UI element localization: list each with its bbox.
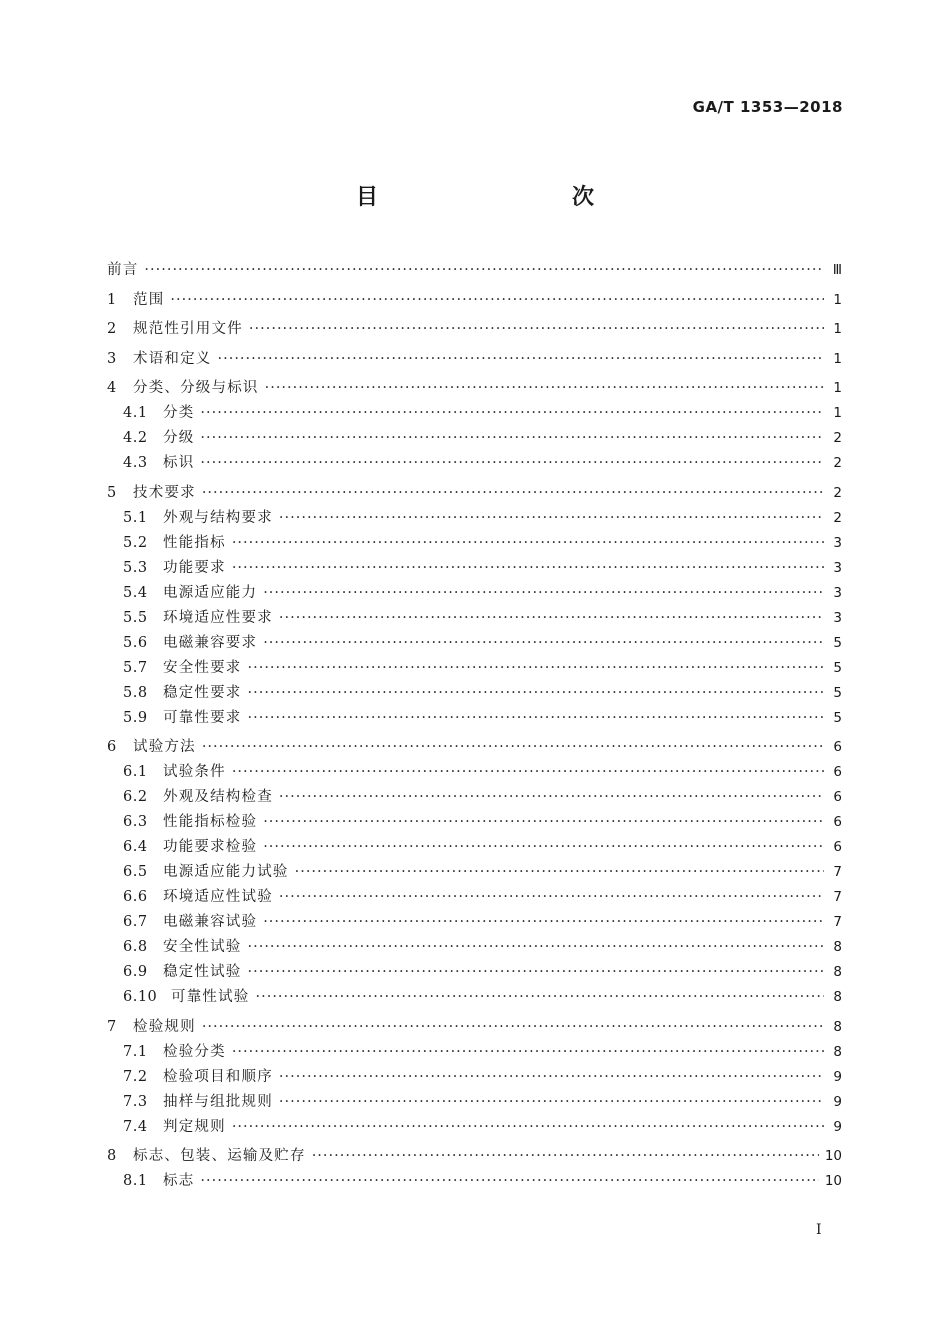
toc-entry-number: 5.6 [123,634,148,651]
toc-entry-number: 6.5 [123,864,148,880]
toc-entry-page: 2 [833,455,842,471]
toc-leader-dots [265,380,824,396]
toc-entry-title: 检验项目和顺序 [163,1068,273,1085]
toc-entry-number: 6.1 [123,764,148,780]
toc-leader-dots [263,839,824,855]
toc-entry-title: 技术要求 [133,484,196,501]
toc-leader-dots [232,1119,824,1135]
toc-entry-page: 3 [833,534,842,551]
toc-entry[interactable] [107,1115,842,1140]
toc-leader-dots [232,1044,824,1060]
toc-entry-page: 9 [833,1118,842,1135]
toc-entry-title: 标志、包装、运输及贮存 [133,1148,306,1164]
toc-entry-number: 5.1 [123,509,148,526]
toc-entry-title: 分类、分级与标识 [133,380,259,396]
toc-entry-number: 7.4 [123,1118,148,1135]
toc-entry-number: 4 [107,380,117,396]
toc-leader-dots [232,560,824,576]
toc-entry-page: 3 [833,584,842,601]
toc-entry-title: 分类 [163,405,195,421]
toc-leader-dots [200,405,824,421]
toc-entry-title: 标志 [163,1173,195,1189]
toc-leader-dots [279,1094,824,1110]
toc-entry-page: 5 [833,659,842,676]
toc-leader-dots [263,814,824,830]
toc-entry-title: 分级 [163,430,195,446]
toc-leader-dots [248,710,825,726]
toc-entry-number: 4.3 [123,455,148,471]
toc-entry[interactable] [107,985,842,1010]
toc-leader-dots [295,864,824,880]
toc-entry-title: 电磁兼容要求 [163,634,258,651]
toc-entry[interactable] [107,735,842,760]
toc-entry-page: 1 [833,321,842,337]
toc-entry-page: 6 [833,764,842,780]
toc-leader-dots [218,351,825,367]
toc-leader-dots [202,739,824,755]
toc-entry-title: 可靠性要求 [163,709,242,726]
table-of-contents [107,258,842,1194]
toc-entry-number: 3 [107,350,117,367]
toc-entry-number: 5.4 [123,584,148,601]
toc-entry-title: 检验分类 [163,1043,226,1060]
toc-entry-page: 6 [833,789,842,805]
toc-entry[interactable] [107,835,842,860]
toc-leader-dots [248,685,825,701]
toc-leader-dots [263,914,824,930]
toc-entry-page: 8 [833,989,842,1005]
toc-leader-dots [200,1173,818,1189]
toc-leader-dots [200,455,824,471]
toc-entry[interactable] [107,288,842,313]
toc-entry-page: 7 [833,914,842,930]
toc-entry[interactable] [107,1015,842,1040]
toc-entry[interactable] [107,401,842,426]
standard-number: GA/T 1353—2018 [692,98,843,116]
toc-entry-title: 外观与结构要求 [163,509,273,526]
toc-leader-dots [248,964,825,980]
toc-entry[interactable] [107,910,842,935]
toc-entry[interactable] [107,935,842,960]
toc-entry-number: 5.5 [123,609,148,626]
toc-entry[interactable] [107,376,842,401]
toc-entry-number: 5 [107,484,117,501]
toc-entry-number: 4.1 [123,405,148,421]
toc-leader-dots [202,1019,824,1035]
toc-entry-number: 6.3 [123,814,148,830]
toc-entry-page: 10 [824,1148,842,1164]
toc-entry-page: 1 [833,405,842,421]
toc-entry-title: 功能要求 [163,559,226,576]
toc-entry-number: 5.9 [123,709,148,726]
toc-entry-title: 判定规则 [163,1118,226,1135]
toc-leader-dots [279,510,824,526]
toc-entry-title: 电源适应能力 [163,584,258,601]
toc-entry-page: 9 [833,1068,842,1085]
toc-entry-number: 7.1 [123,1043,148,1060]
toc-entry-page: 8 [833,1043,842,1060]
toc-entry-title: 范围 [133,291,165,308]
toc-entry[interactable] [107,556,842,581]
toc-entry-title: 电源适应能力试验 [163,864,289,880]
toc-entry-page: 2 [833,509,842,526]
toc-entry[interactable] [107,785,842,810]
toc-entry-page: 8 [833,939,842,955]
toc-leader-dots [256,989,825,1005]
toc-entry[interactable] [107,258,842,283]
toc-entry-number: 6.8 [123,939,148,955]
toc-entry-title: 性能指标 [163,534,226,551]
toc-entry-page: 3 [833,559,842,576]
toc-entry-title: 检验规则 [133,1018,196,1035]
toc-leader-dots [279,789,824,805]
toc-entry-title: 稳定性试验 [163,964,242,980]
toc-entry-title: 试验条件 [163,764,226,780]
toc-leader-dots [232,535,824,551]
toc-entry-number: 5.2 [123,534,148,551]
toc-leader-dots [312,1148,819,1164]
toc-entry-title: 稳定性要求 [163,684,242,701]
toc-leader-dots [249,321,824,337]
toc-entry-title: 前言 [107,262,139,278]
toc-entry-number: 6.4 [123,839,148,855]
toc-leader-dots [279,1069,824,1085]
toc-entry-page: 5 [833,709,842,726]
toc-entry-title: 功能要求检验 [163,839,258,855]
toc-entry[interactable] [107,1169,842,1194]
toc-leader-dots [263,585,824,601]
toc-entry-page: 3 [833,609,842,626]
toc-entry[interactable] [107,810,842,835]
toc-entry[interactable] [107,506,842,531]
toc-entry-page: 2 [833,484,842,501]
toc-entry-title: 性能指标检验 [163,814,258,830]
toc-entry-number: 2 [107,321,117,337]
toc-leader-dots [202,485,824,501]
toc-entry-page: 5 [833,684,842,701]
toc-entry-page: 6 [833,814,842,830]
toc-entry-number: 6.6 [123,889,148,905]
toc-entry[interactable] [107,581,842,606]
toc-entry-number: 1 [107,291,117,308]
toc-entry-number: 6.9 [123,964,148,980]
toc-entry[interactable] [107,1090,842,1115]
toc-entry-page: 6 [833,739,842,755]
toc-entry-number: 6.10 [123,989,158,1005]
toc-entry[interactable] [107,451,842,476]
toc-title: 目 次 [355,185,644,210]
toc-entry-page: 1 [833,291,842,308]
toc-entry[interactable] [107,706,842,731]
toc-entry[interactable] [107,317,842,342]
toc-entry-page: 7 [833,864,842,880]
toc-entry-title: 安全性要求 [163,659,242,676]
toc-entry-page: 10 [824,1173,842,1189]
toc-entry[interactable] [107,960,842,985]
toc-entry[interactable] [107,860,842,885]
toc-entry-number: 6.2 [123,789,148,805]
toc-leader-dots [144,262,824,278]
toc-entry-title: 抽样与组批规则 [163,1093,273,1110]
toc-entry[interactable] [107,426,842,451]
toc-entry[interactable] [107,656,842,681]
toc-entry-page: 2 [833,430,842,446]
toc-entry-number: 7 [107,1018,117,1035]
toc-entry-page: Ⅲ [832,262,842,278]
toc-entry-page: 7 [833,889,842,905]
toc-entry-page: 9 [833,1093,842,1110]
toc-entry-title: 外观及结构检查 [163,789,273,805]
toc-entry[interactable] [107,760,842,785]
toc-entry[interactable] [107,531,842,556]
toc-leader-dots [200,430,824,446]
toc-entry[interactable] [107,347,842,372]
toc-entry-number: 5.3 [123,559,148,576]
toc-entry-title: 环境适应性要求 [163,609,273,626]
toc-entry[interactable] [107,1040,842,1065]
toc-entry-number: 5.8 [123,684,148,701]
toc-entry-number: 5.7 [123,659,148,676]
toc-leader-dots [279,610,824,626]
toc-leader-dots [170,292,824,308]
toc-entry-title: 试验方法 [133,739,196,755]
toc-leader-dots [248,939,825,955]
toc-entry-page: 1 [833,380,842,396]
toc-entry-page: 5 [833,634,842,651]
toc-entry-title: 安全性试验 [163,939,242,955]
toc-entry-title: 术语和定义 [133,350,212,367]
toc-entry-title: 可靠性试验 [171,989,250,1005]
toc-entry-number: 7.2 [123,1068,148,1085]
toc-leader-dots [232,764,824,780]
toc-entry[interactable] [107,1065,842,1090]
toc-entry-title: 规范性引用文件 [133,321,243,337]
toc-leader-dots [248,660,825,676]
toc-entry-number: 8.1 [123,1173,148,1189]
toc-entry-title: 环境适应性试验 [163,889,273,905]
toc-entry[interactable] [107,631,842,656]
toc-entry-page: 8 [833,1018,842,1035]
toc-entry[interactable] [107,681,842,706]
toc-entry[interactable] [107,1144,842,1169]
page-number-footer: I [816,1222,822,1238]
toc-entry-number: 7.3 [123,1093,148,1110]
toc-entry-page: 8 [833,964,842,980]
toc-entry-number: 8 [107,1148,117,1164]
toc-entry[interactable] [107,481,842,506]
toc-leader-dots [263,635,824,651]
toc-entry-title: 标识 [163,455,195,471]
toc-entry[interactable] [107,606,842,631]
toc-entry-page: 6 [833,839,842,855]
toc-entry-page: 1 [833,350,842,367]
toc-leader-dots [279,889,824,905]
toc-entry-number: 4.2 [123,430,148,446]
toc-entry-title: 电磁兼容试验 [163,914,258,930]
toc-entry-number: 6 [107,739,117,755]
toc-entry-number: 6.7 [123,914,148,930]
toc-entry[interactable] [107,885,842,910]
